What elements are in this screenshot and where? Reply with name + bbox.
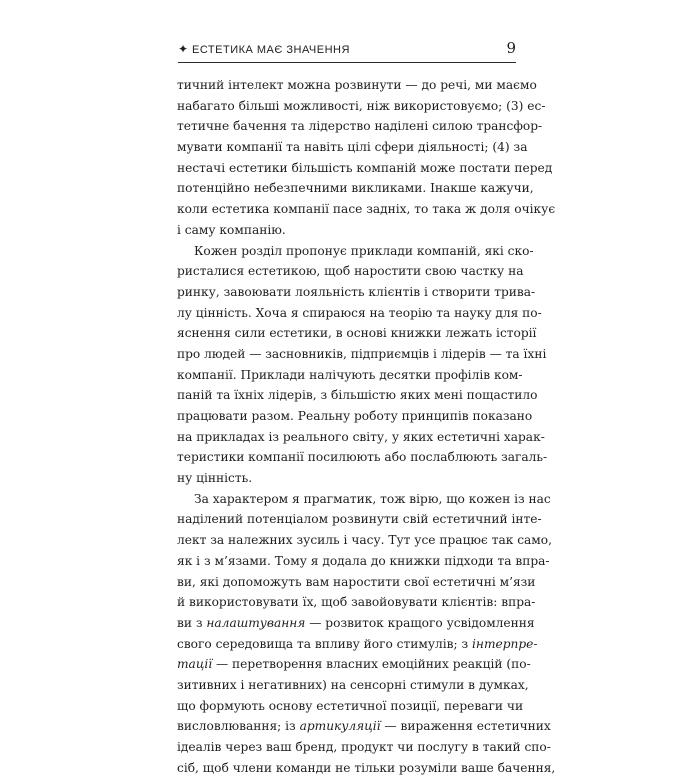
text-line <box>177 75 537 96</box>
text-segment: на прикладах із реального світу, у яких естетичні харак- <box>177 429 545 444</box>
text-segment: — перетворення власних емоційних реакцій (по- <box>212 657 531 672</box>
text-line <box>177 758 556 778</box>
text-segment: ідеалів через ваш бренд, продукт чи послугу в такий спо- <box>177 740 551 754</box>
text-line <box>177 261 524 282</box>
emphasized-term: інтерпре- <box>472 636 538 651</box>
text-segment: свого середовища та впливу його стимулів; з <box>177 636 473 651</box>
text-line <box>177 116 543 137</box>
text-segment: висловлювання; із <box>177 719 300 734</box>
text-segment: мувати компанії та навіть цілі сфери діяльності; (4) за <box>177 140 528 155</box>
text-segment: коли естетика компанії пасе задніх, то така ж доля очікує <box>177 202 556 217</box>
text-line <box>177 365 523 386</box>
text-line <box>177 634 538 655</box>
text-line <box>177 199 556 220</box>
text-line <box>177 675 529 696</box>
text-line <box>177 220 519 241</box>
page-number: 9 <box>506 39 516 57</box>
text-line <box>177 572 536 593</box>
text-segment: ви, які допоможуть вам наростити свої естетичні м’язи <box>177 574 536 589</box>
text-segment: наділений потенціалом розвинути свій естетичний інте- <box>177 512 542 527</box>
text-segment: ну цінність. <box>177 471 253 486</box>
text-line <box>177 323 537 344</box>
text-line <box>177 385 538 406</box>
text-line <box>177 406 533 427</box>
text-segment: працювати разом. Реальну роботу принципів показано <box>177 409 533 423</box>
text-segment: паній та їхніх лідерів, з більшістю яких мені пощастило <box>177 388 538 403</box>
text-segment: — вираження естетичних <box>380 719 551 734</box>
text-line <box>177 509 542 530</box>
text-line <box>177 530 553 551</box>
text-segment: ви з <box>177 615 207 630</box>
text-line <box>177 178 534 199</box>
text-segment: За характером я прагматик, тож вірю, що кожен із нас <box>194 491 551 506</box>
text-segment: компанії. Приклади налічують десятки профілів ком- <box>177 367 523 382</box>
text-segment: про людей — засновників, підприємців і лідерів — та їхні <box>177 346 547 361</box>
body-text <box>177 75 556 778</box>
text-segment: зитивних і негативних) на сенсорні стимули в думках, <box>177 677 529 692</box>
star-icon: ✦ <box>178 42 189 56</box>
text-line <box>177 303 542 324</box>
text-segment: й використовувати їх, щоб завойовувати клієнтів: впра- <box>177 595 536 610</box>
text-segment: що формують основу естетичної позиції, переваги чи <box>177 698 524 713</box>
text-segment: ристалися естетикою, щоб наростити свою частку на <box>177 264 524 279</box>
emphasized-term: артикуляції <box>299 719 381 734</box>
text-line <box>177 737 551 758</box>
text-segment: лект за належних зусиль і часу. Тут усе працює так само, <box>177 533 553 548</box>
text-line <box>177 282 536 303</box>
emphasized-term: тації <box>177 657 213 672</box>
running-head-title: ЕСТЕТИКА МАЄ ЗНАЧЕННЯ <box>192 44 350 56</box>
text-line <box>177 613 535 634</box>
text-segment: лу цінність. Хоча я спираюся на теорію та науку для по- <box>177 305 542 320</box>
text-line <box>177 158 553 179</box>
text-segment: як і з м’язами. Тому я додала до книжки підходи та впра- <box>177 553 550 568</box>
text-line <box>177 96 546 117</box>
text-line <box>177 447 548 468</box>
text-line <box>177 592 536 613</box>
text-segment: нестачі естетики більшість компаній може постати перед <box>177 160 553 175</box>
text-line <box>177 654 531 675</box>
text-line <box>177 716 551 737</box>
text-segment: — розвиток кращого усвідомлення <box>305 615 535 630</box>
text-line <box>177 696 524 717</box>
emphasized-term: налаштування <box>206 615 306 630</box>
text-line <box>177 241 534 262</box>
text-line <box>177 489 551 510</box>
text-segment: потенційно небезпечними викликами. Інакше кажучи, <box>177 181 534 196</box>
text-segment: тетичне бачення та лідерство наділені силою трансфор- <box>177 119 543 134</box>
text-segment: яснення сили естетики, в основі книжки лежать історії <box>177 326 537 341</box>
text-segment: набагато більші можливості, ніж використовуємо; (3) ес- <box>177 98 546 113</box>
text-line <box>177 551 550 572</box>
running-head <box>178 40 516 63</box>
text-segment: сіб, щоб члени команди не тільки розуміли ваше бачення, <box>177 760 556 775</box>
text-segment: ринку, завоювати лояльність клієнтів і створити трива- <box>177 284 536 299</box>
text-segment: і саму компанію. <box>177 222 286 237</box>
text-segment: Кожен розділ пропонує приклади компаній, які ско- <box>194 243 534 258</box>
text-segment: теристики компанії посилюють або послаблюють загаль- <box>177 450 548 465</box>
text-line <box>177 468 519 489</box>
text-segment: тичний інтелект можна розвинути — до речі, ми маємо <box>177 78 537 92</box>
text-line <box>177 344 547 365</box>
text-line <box>177 427 545 448</box>
text-line <box>177 137 528 158</box>
